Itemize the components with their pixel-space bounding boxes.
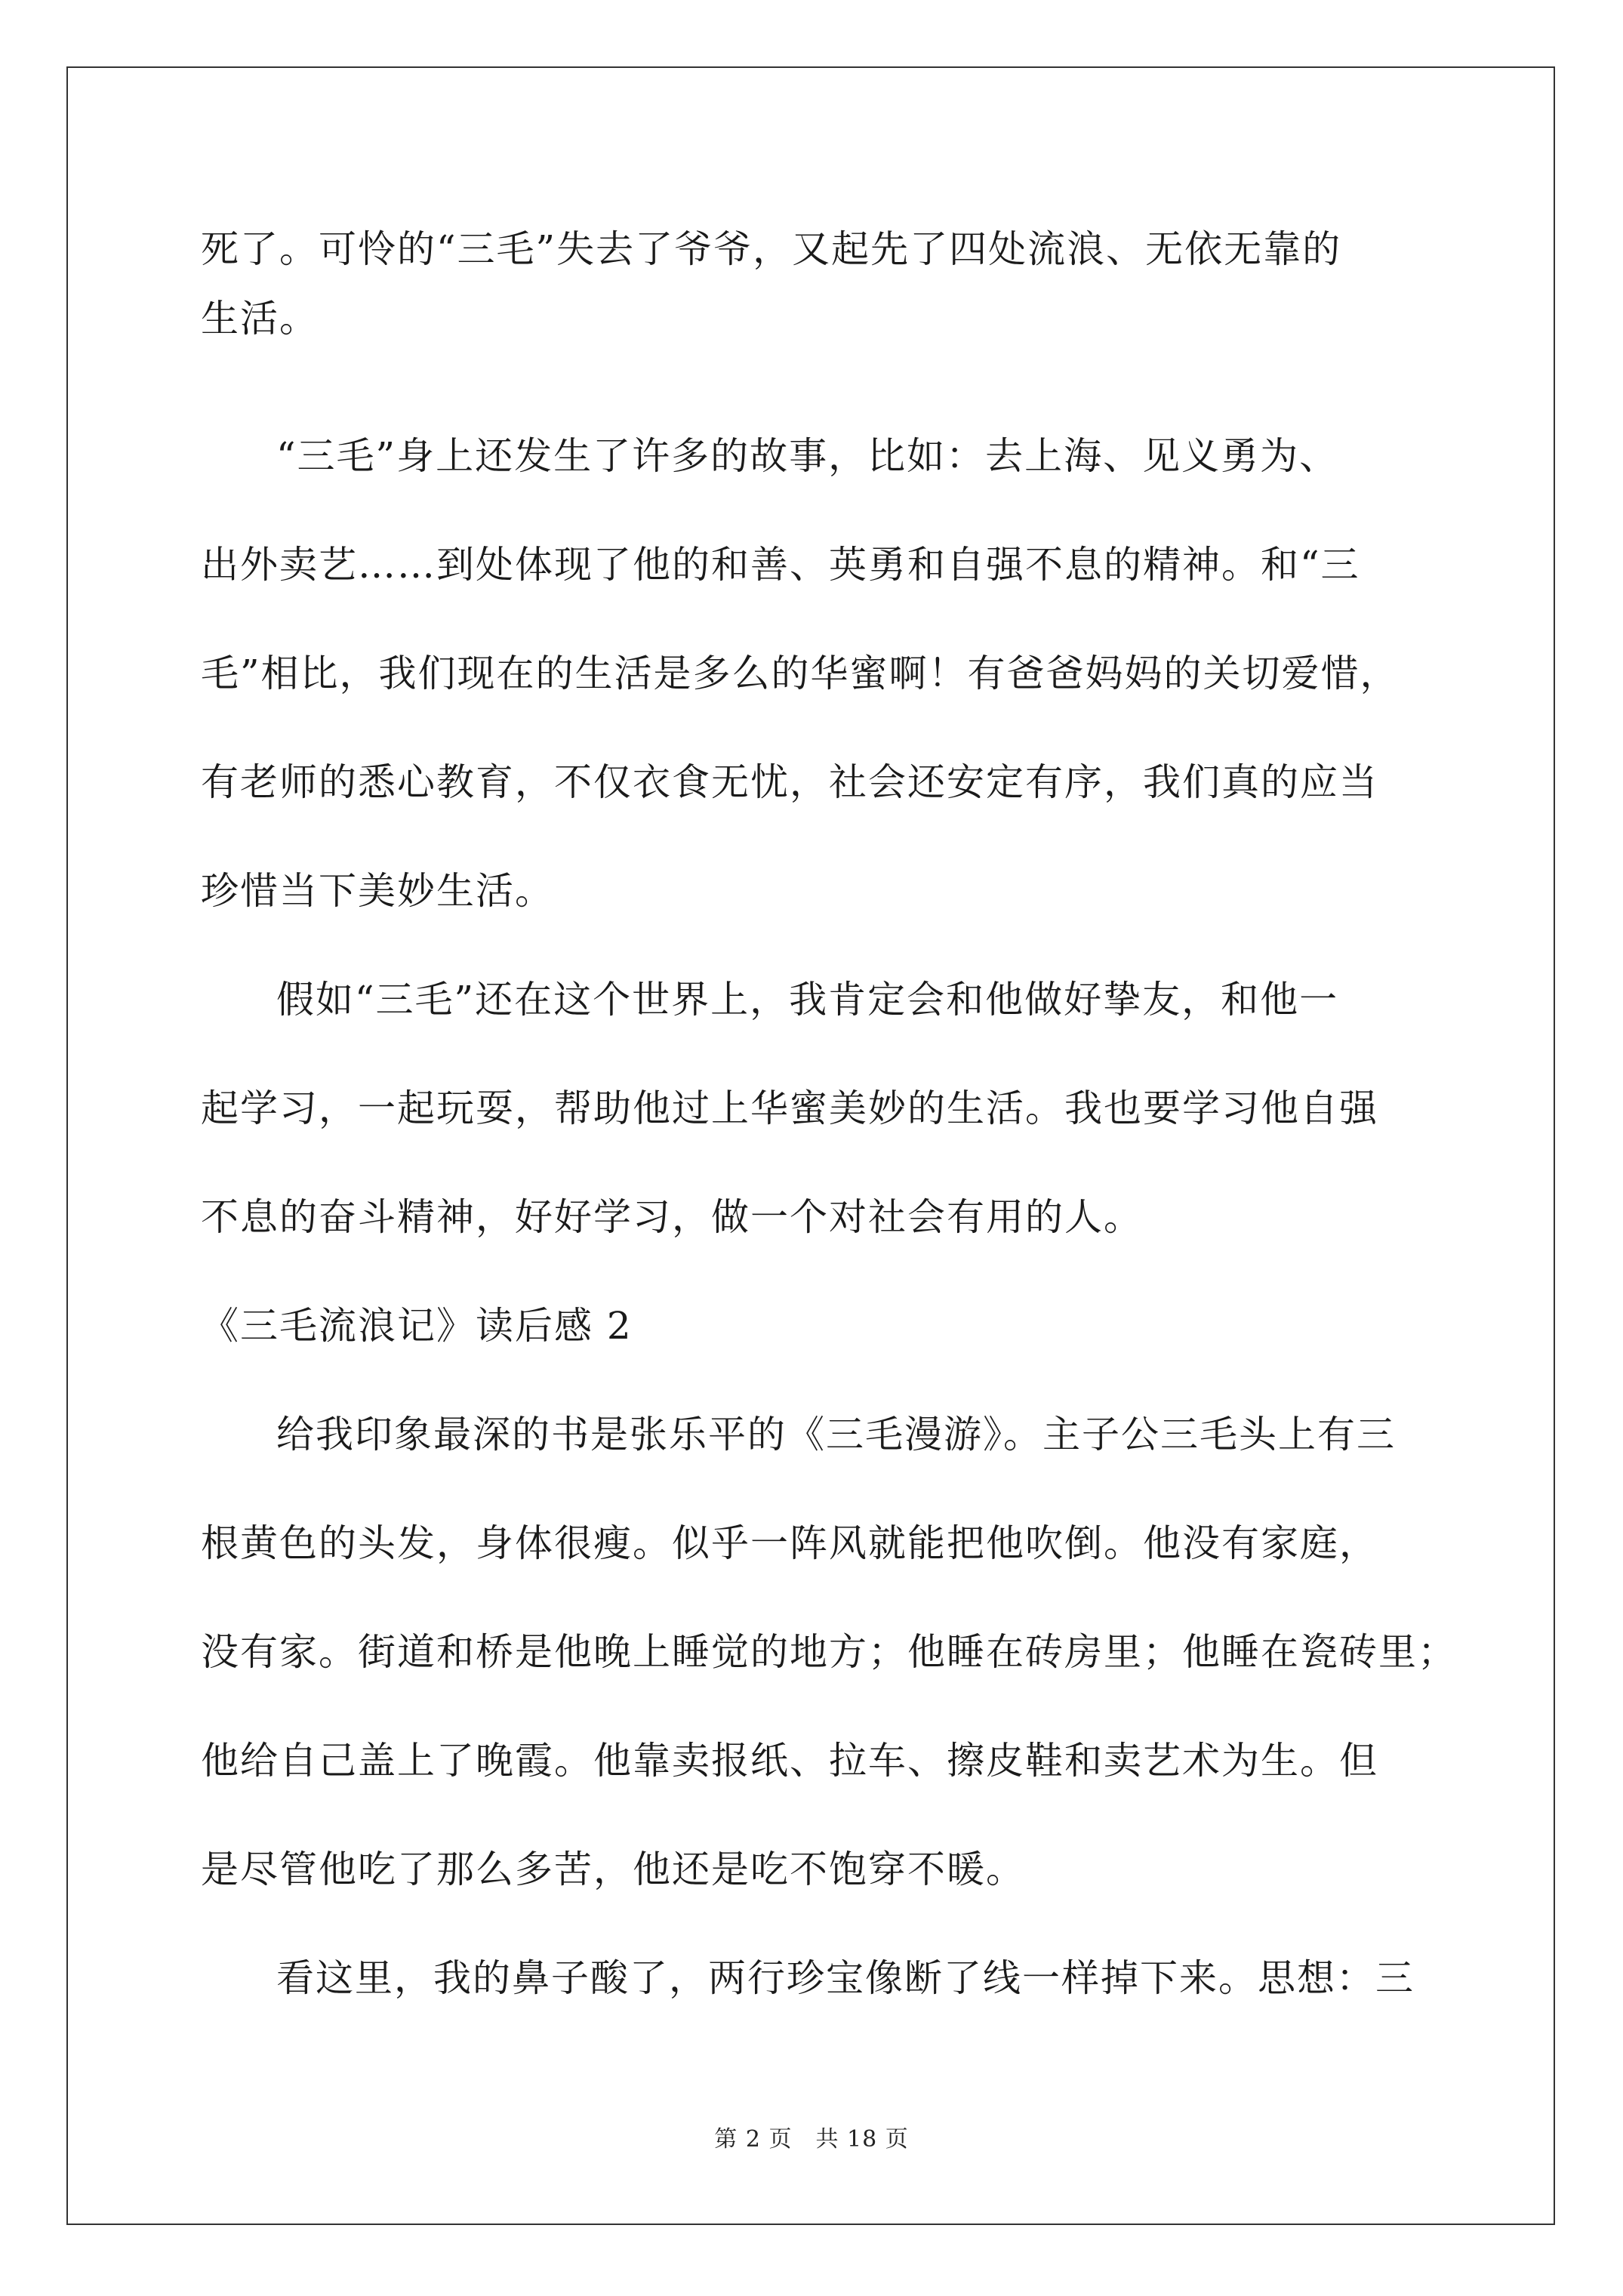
text-line: 是尽管他吃了那么多苦，他还是吃不饱穿不暖。 [201, 1848, 1025, 1891]
text-line: 珍惜当下美妙生活。 [201, 869, 554, 913]
text-line: 死了。可怜的“三毛”失去了爷爷，又起先了四处流浪、无依无靠的 [201, 227, 1342, 271]
text-line: 出外卖艺……到处体现了他的和善、英勇和自强不息的精神。和“三 [201, 543, 1360, 587]
text-line: 毛”相比，我们现在的生活是多么的华蜜啊！有爸爸妈妈的关切爱惜， [201, 652, 1400, 695]
text-line: 根黄色的头发，身体很瘦。似乎一阵风就能把他吹倒。他没有家庭， [201, 1521, 1378, 1565]
page-border [66, 66, 1555, 2225]
text-line: 有老师的悉心教育，不仅衣食无忧，社会还安定有序，我们真的应当 [201, 760, 1378, 804]
text-line: “三毛”身上还发生了许多的故事，比如：去上海、见义勇为、 [276, 434, 1339, 478]
text-line: 他给自己盖上了晚霞。他靠卖报纸、拉车、擦皮鞋和卖艺术为生。但 [201, 1739, 1378, 1783]
text-line: 生活。 [201, 297, 319, 341]
section-heading: 《三毛流浪记》读后感 2 [201, 1304, 633, 1348]
text-line: 不息的奋斗精神，好好学习，做一个对社会有用的人。 [201, 1195, 1143, 1239]
text-line: 给我印象最深的书是张乐平的《三毛漫游》。主子公三毛头上有三 [276, 1413, 1396, 1456]
text-line: 看这里，我的鼻子酸了，两行珍宝像断了线一样掉下来。思想：三 [276, 1956, 1415, 2000]
text-line: 起学习，一起玩耍，帮助他过上华蜜美妙的生活。我也要学习他自强 [201, 1086, 1378, 1130]
text-line: 假如“三毛”还在这个世界上，我肯定会和他做好挚友，和他一 [276, 978, 1339, 1022]
page-number-footer: 第 2 页 共 18 页 [714, 2126, 909, 2153]
text-line: 没有家。街道和桥是他晚上睡觉的地方；他睡在砖房里；他睡在瓷砖里； [201, 1630, 1457, 1674]
